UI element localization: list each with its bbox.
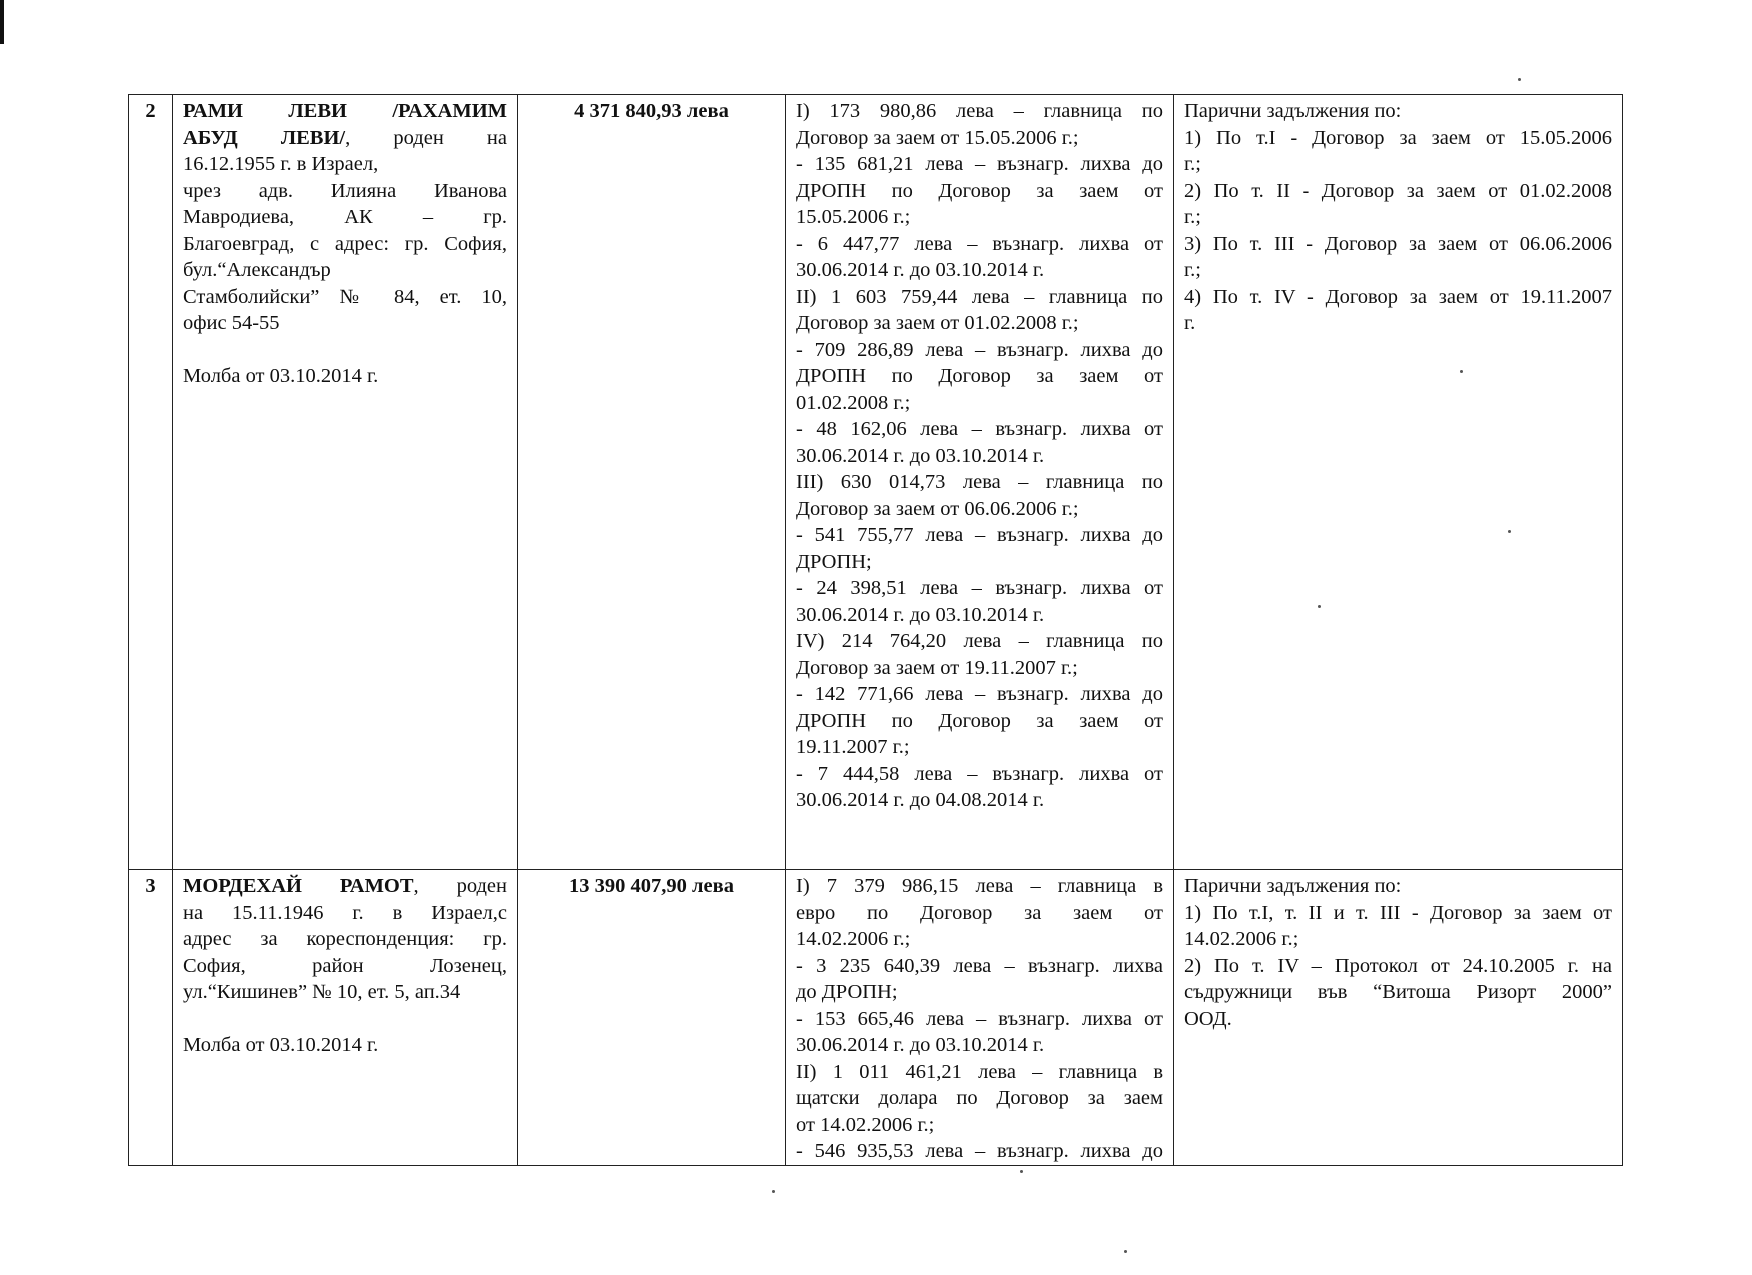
breakdown-line: Договор за заем от 01.02.2008 г.;	[796, 312, 1079, 334]
breakdown-line: IV) 214 764,20 лева – главница по	[796, 630, 1163, 652]
breakdown-line: до ДРОПН;	[796, 981, 898, 1003]
basis-line: 1) По т.I, т. II и т. III - Договор за заем от	[1184, 901, 1612, 924]
breakdown-line: - 153 665,46 лева – възнагр. лихва от	[796, 1007, 1163, 1030]
creditor-line: ул.“Кишинев” № 10, ет. 5, ап.34	[183, 981, 461, 1003]
creditor-name-cont: АБУД ЛЕВИ/	[183, 126, 346, 149]
breakdown-cell	[786, 870, 1174, 1166]
creditor-line: офис 54-55	[183, 312, 280, 334]
breakdown-line: I) 7 379 986,15 лева – главница в	[796, 875, 1163, 897]
claims-table	[128, 94, 1623, 1166]
breakdown-line: Договор за заем от 15.05.2006 г.;	[796, 126, 1079, 149]
creditor-line: чрез адв. Илияна Иванова	[183, 179, 507, 202]
breakdown-line: II) 1 011 461,21 лева – главница в	[796, 1060, 1163, 1083]
spacer	[183, 1006, 507, 1033]
breakdown-line: 19.11.2007 г.;	[796, 736, 910, 758]
basis-line: г.	[1184, 312, 1196, 334]
creditor-line: София, район Лозенец,	[183, 954, 507, 977]
breakdown-cell	[786, 95, 1174, 870]
breakdown-line: - 3 235 640,39 лева – възнагр. лихва	[796, 954, 1163, 977]
basis-cell	[1174, 95, 1623, 870]
basis-cell	[1174, 870, 1623, 1166]
breakdown-line: - 6 447,77 лева – възнагр. лихва от	[796, 232, 1163, 255]
creditor-name-line2	[183, 125, 507, 152]
breakdown-line: ДРОПН по Договор за заем от	[796, 179, 1163, 202]
creditor-name: МОРДЕХАЙ РАМОТ	[183, 875, 414, 897]
basis-line: 1) По т.I - Договор за заем от 15.05.2006	[1184, 126, 1612, 149]
basis-line: 2) По т. IV – Протокол от 24.10.2005 г. на	[1184, 954, 1612, 977]
claim-amount: 4 371 840,93 лева	[518, 95, 786, 870]
creditor-line: Стамболийски” № 84, ет. 10,	[183, 285, 507, 308]
creditor-birth-prefix: , роден на	[345, 126, 507, 149]
basis-line: съдружници във “Витоша Ризорт 2000”	[1184, 981, 1612, 1003]
scan-speck	[1318, 605, 1321, 608]
breakdown-line: - 24 398,51 лева – възнагр. лихва от	[796, 577, 1163, 599]
scan-speck	[1460, 370, 1463, 373]
creditor-line: Благоевград, с адрес: гр. София,	[183, 232, 507, 255]
breakdown-line: ДРОПН по Договор за заем от	[796, 709, 1163, 732]
creditor-cell	[173, 95, 518, 870]
claim-amount: 13 390 407,90 лева	[518, 870, 786, 1166]
breakdown-line: 30.06.2014 г. до 03.10.2014 г.	[796, 1034, 1045, 1056]
breakdown-line: - 546 935,53 лева – възнагр. лихва до	[796, 1140, 1163, 1162]
breakdown-line: 30.06.2014 г. до 03.10.2014 г.	[796, 444, 1045, 467]
basis-line: 2) По т. II - Договор за заем от 01.02.2008	[1184, 179, 1612, 202]
creditor-line: адрес за кореспонденция: гр.	[183, 928, 507, 950]
scan-speck	[1124, 1250, 1127, 1253]
breakdown-line: 01.02.2008 г.;	[796, 391, 911, 414]
creditor-name-line1	[183, 873, 507, 900]
breakdown-line: 30.06.2014 г. до 04.08.2014 г.	[796, 789, 1045, 811]
creditor-line: 16.12.1955 г. в Израел,	[183, 153, 379, 175]
basis-line: 3) По т. III - Договор за заем от 06.06.2006	[1184, 232, 1612, 255]
basis-line: 4) По т. IV - Договор за заем от 19.11.2007	[1184, 285, 1612, 308]
creditor-cell	[173, 870, 518, 1166]
breakdown-line: - 7 444,58 лева – възнагр. лихва от	[796, 762, 1163, 785]
breakdown-line: - 142 771,66 лева – възнагр. лихва до	[796, 683, 1163, 705]
creditor-birth-prefix: , роден	[413, 875, 507, 897]
basis-line: г.;	[1184, 206, 1201, 228]
basis-heading: Парични задължения по:	[1184, 100, 1402, 122]
breakdown-line: Договор за заем от 19.11.2007 г.;	[796, 656, 1078, 679]
creditor-line: бул.“Александър	[183, 259, 331, 281]
row-number: 3	[129, 870, 173, 1166]
breakdown-line: 15.05.2006 г.;	[796, 206, 911, 228]
creditor-name: РАМИ ЛЕВИ /РАХАМИМ	[183, 100, 507, 122]
breakdown-line: от 14.02.2006 г.;	[796, 1113, 935, 1136]
row-number: 2	[129, 95, 173, 870]
scan-speck	[1020, 1170, 1023, 1173]
breakdown-line: - 48 162,06 лева – възнагр. лихва от	[796, 418, 1163, 440]
breakdown-line: ДРОПН;	[796, 550, 872, 573]
spacer	[183, 337, 507, 364]
breakdown-line: - 541 755,77 лева – възнагр. лихва до	[796, 524, 1163, 546]
breakdown-line: III) 630 014,73 лева – главница по	[796, 471, 1163, 493]
creditor-line: Мавродиева, АК – гр.	[183, 206, 507, 228]
breakdown-line: II) 1 603 759,44 лева – главница по	[796, 285, 1163, 308]
breakdown-line: щатски долара по Договор за заем	[796, 1087, 1163, 1109]
breakdown-line: 30.06.2014 г. до 03.10.2014 г.	[796, 259, 1045, 281]
basis-line: 14.02.2006 г.;	[1184, 928, 1299, 950]
application-date: Молба от 03.10.2014 г.	[183, 365, 379, 387]
scan-speck	[772, 1190, 775, 1193]
creditor-line: на 15.11.1946 г. в Израел,с	[183, 901, 507, 924]
basis-heading: Парични задължения по:	[1184, 875, 1402, 897]
breakdown-line: 30.06.2014 г. до 03.10.2014 г.	[796, 603, 1045, 626]
breakdown-line: Договор за заем от 06.06.2006 г.;	[796, 497, 1079, 520]
basis-line: г.;	[1184, 259, 1201, 281]
breakdown-line: ДРОПН по Договор за заем от	[796, 365, 1163, 387]
breakdown-line: - 135 681,21 лева – възнагр. лихва до	[796, 153, 1163, 175]
table-row	[129, 870, 1623, 1166]
scan-speck	[1508, 530, 1511, 533]
basis-line: г.;	[1184, 153, 1201, 175]
application-date: Молба от 03.10.2014 г.	[183, 1034, 379, 1056]
breakdown-line: I) 173 980,86 лева – главница по	[796, 100, 1163, 122]
breakdown-line: 14.02.2006 г.;	[796, 928, 911, 950]
table-row	[129, 95, 1623, 870]
breakdown-line: евро по Договор за заем от	[796, 901, 1163, 924]
breakdown-line: - 709 286,89 лева – възнагр. лихва до	[796, 338, 1163, 361]
basis-line: ООД.	[1184, 1007, 1232, 1030]
scan-speck	[1518, 78, 1521, 81]
scan-edge-mark	[0, 0, 4, 44]
